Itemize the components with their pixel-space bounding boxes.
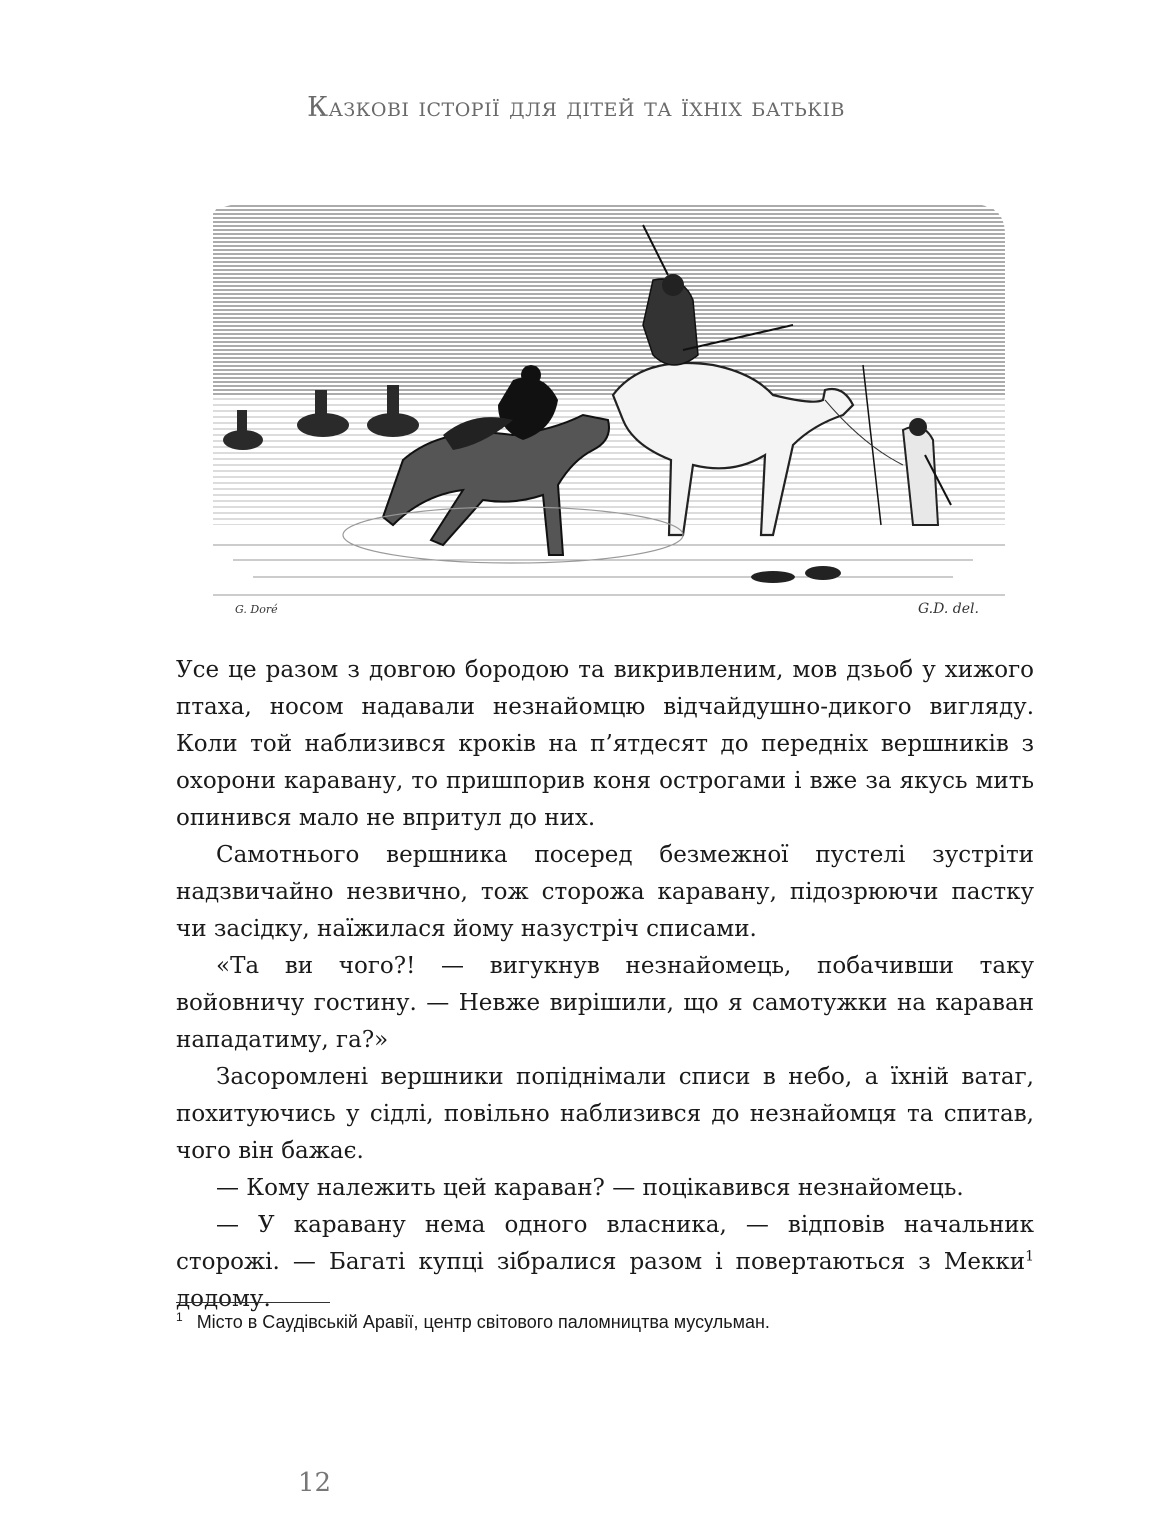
engraver-signature: G. Doré — [235, 603, 278, 616]
page-number: 12 — [298, 1468, 332, 1498]
paragraph-4: Засоромлені вершники попіднімали списи в небо, а їхній ватаг, похитуючись у сідлі, повільно наблизився до незнайомця та спитав, чого він бажає. — [176, 1064, 1034, 1164]
paragraph-6-tail: додому. — [176, 1286, 271, 1312]
paragraph-6-text: — У каравану нема одного власника, — відповів начальник сторожі. — Багаті купці зібралися разом і повертаються з Мекки — [176, 1212, 1034, 1275]
caravan-engraving — [213, 205, 1005, 625]
paragraph-3: «Та ви чого?! — вигукнув незнайомець, побачивши таку войовничу гостину. — Невже вирішили, що я самотужки на караван нападатиму, га?» — [176, 953, 1034, 1053]
paragraph-5: — Кому належить цей караван? — поцікавився незнайомець. — [216, 1175, 964, 1201]
main-text — [176, 652, 1034, 1318]
footnote-reference[interactable]: 1 — [1025, 1248, 1034, 1265]
footnote — [176, 1310, 1036, 1333]
paragraph-2: Самотнього вершника посеред безмежної пустелі зустріти надзвичайно незвично, тож сторожа каравану, підозрюючи пастку чи засідку, наїжилася йому назустріч списами. — [176, 842, 1034, 942]
footnote-text: Місто в Саудівській Аравії, центр світового паломництва мусульман. — [196, 1312, 770, 1332]
footnote-divider — [176, 1302, 330, 1303]
sky-hatching — [213, 205, 1005, 395]
artist-signature: G.D. del. — [918, 601, 979, 617]
footnote-marker: 1 — [176, 1310, 183, 1324]
paragraph-1: Усе це разом з довгою бородою та викривленим, мов дзьоб у хижого птаха, носом надавали незнайомцю відчайдушно-дикого вигляду. Коли той наблизився кроків на п’ятдесят до передніх вершників з охорони каравану, то пришпорив коня острогами і вже за якусь мить опинився мало не впритул до них. — [176, 657, 1034, 831]
running-title: Казкові історії для дітей та їхніх батьків — [307, 92, 845, 123]
